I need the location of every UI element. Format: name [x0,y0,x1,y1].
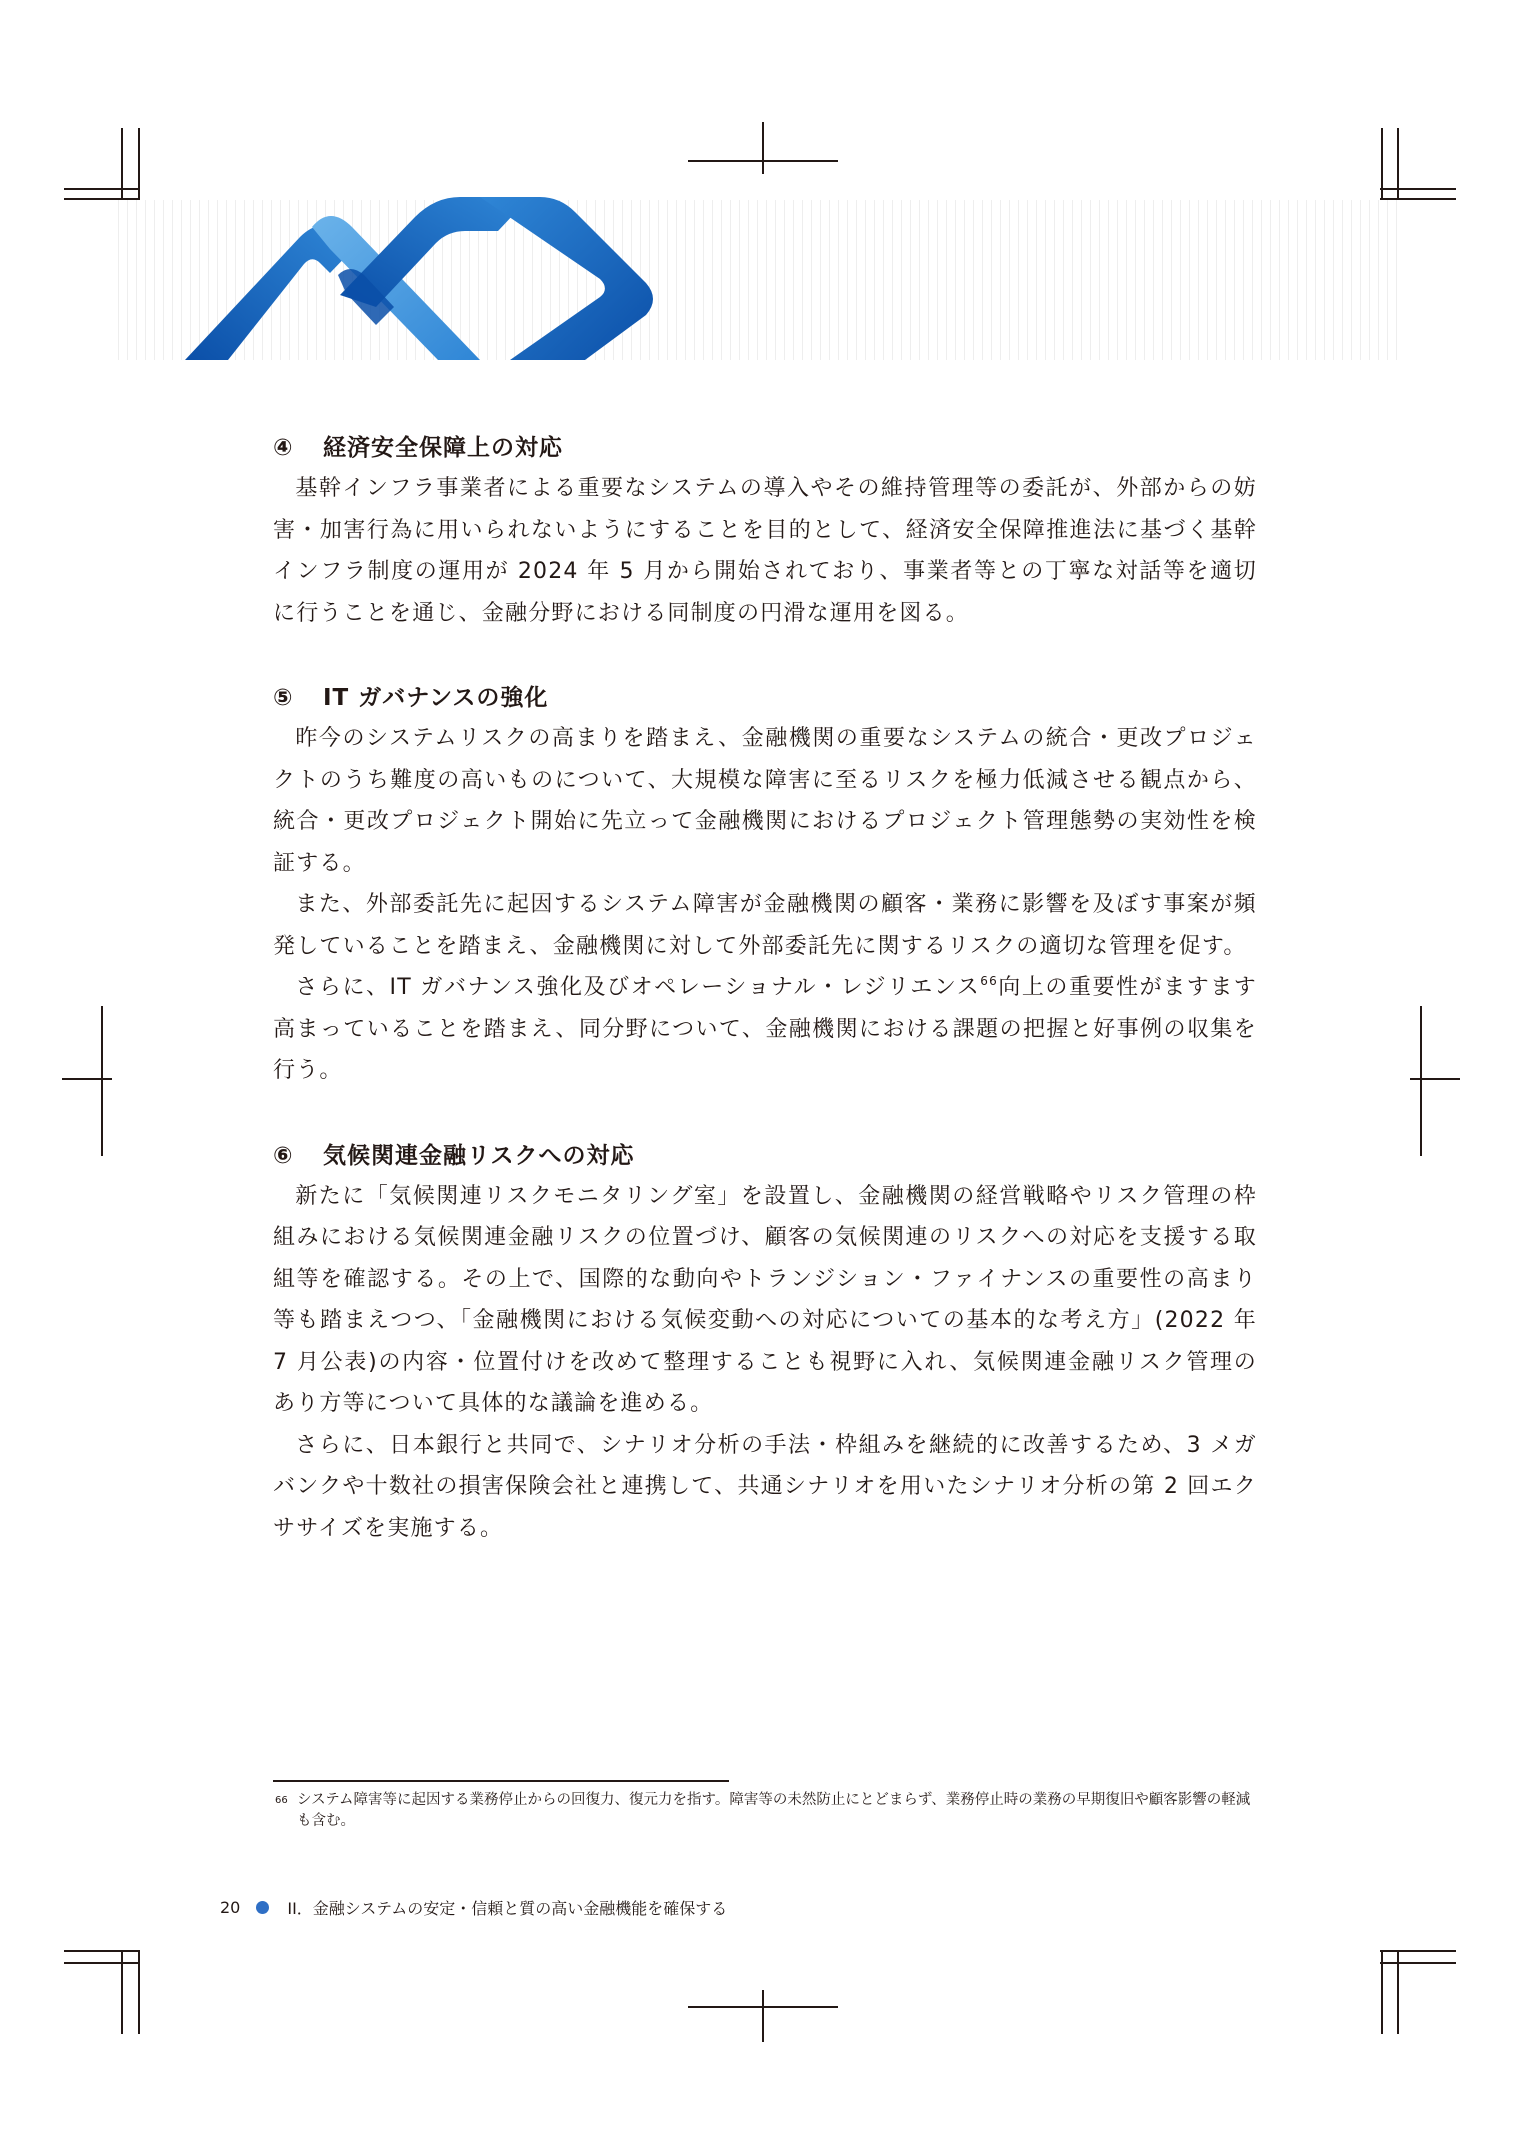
paragraph-text: 新たに「気候関連リスクモニタリング室」を設置し、金融機関の経営戦略やリスク管理の枠組みにおける気候関連金融リスクの位置づけ、顧客の気候関連のリスクへの対応を支援する取組等を確認する。その上で、国際的な動向やトランジション・ファイナンスの重要性の高まり等も踏まえつつ、「金融機関における気候変動への対応についての基本的な考え方」(2022 年 7 月公表)の内容・位置付けを改めて整理することも視野に入れ、気候関連金融リスク管理のあり方等について具体的な議論を進める。 [273,1183,1257,1416]
footnote-reference[interactable]: 66 [980,974,998,988]
paragraph-text: 昨今のシステムリスクの高まりを踏まえ、金融機関の重要なシステムの統合・更改プロジェクトのうち難度の高いものについて、大規模な障害に至るリスクを極力低減させる観点から、統合・更改プロジェクト開始に先立って金融機関におけるプロジェクト管理態勢の実効性を検証する。 [273,726,1257,876]
paragraph [273,1176,1257,1425]
section-heading [273,678,1257,718]
section-economic-security [273,428,1257,634]
section-title: IT ガバナンスの強化 [323,685,549,711]
paragraph-with-footnote [273,967,1257,1092]
chapter-title: II．金融システムの安定・信頼と質の高い金融機能を確保する [287,1899,728,1918]
section-number: ⑤ [273,685,294,711]
main-content [273,428,1257,1549]
bullet-dot-icon [256,1901,269,1914]
paragraph [273,1425,1257,1550]
paragraph-text: また、外部委託先に起因するシステム障害が金融機関の顧客・業務に影響を及ぼす事案が頻発していることを踏まえ、金融機関に対して外部委託先に関するリスクの適切な管理を促す。 [273,892,1257,959]
page-footer [220,1896,727,1919]
footnote-text: システム障害等に起因する業務停止からの回復力、復元力を指す。障害等の未然防止にとどまらず、業務停止時の業務の早期復旧や顧客影響の軽減も含む。 [297,1792,1251,1829]
section-number: ⑥ [273,1142,294,1169]
section-title: 気候関連金融リスクへの対応 [323,1142,635,1169]
section-title: 経済安全保障上の対応 [323,435,563,461]
paragraph-text: さらに、IT ガバナンス強化及びオペレーショナル・レジリエンス [295,975,981,1000]
page-number: 20 [220,1898,241,1917]
paragraph-text: 基幹インフラ事業者による重要なシステムの導入やその維持管理等の委託が、外部からの妨害・加害行為に用いられないようにすることを目的として、経済安全保障推進法に基づく基幹インフラ制度の運用が 2024 年 5 月から開始されており、事業者等との丁寧な対話等を適切に行うことを通じ、金融分野における同制度の円滑な運用を図る。 [273,476,1257,626]
footnote [275,1790,1260,1832]
paragraph [273,884,1257,967]
header-chain-graphic [180,175,670,365]
paragraph [273,718,1257,884]
section-heading [273,1136,1257,1176]
section-heading [273,428,1257,468]
footnote-number: 66 [275,1795,288,1806]
footnote-divider [273,1780,729,1782]
section-climate-risk [273,1136,1257,1550]
paragraph [273,468,1257,634]
section-number: ④ [273,435,294,461]
paragraph-text: 向上の重要性がますます高まっていることを踏まえ、同分野について、金融機関における課題の把握と好事例の収集を行う。 [273,975,1257,1083]
paragraph-text: さらに、日本銀行と共同で、シナリオ分析の手法・枠組みを継続的に改善するため、3 メガバンクや十数社の損害保険会社と連携して、共通シナリオを用いたシナリオ分析の第 2 回エクササイズを実施する。 [273,1432,1257,1541]
section-it-governance [273,678,1257,1092]
